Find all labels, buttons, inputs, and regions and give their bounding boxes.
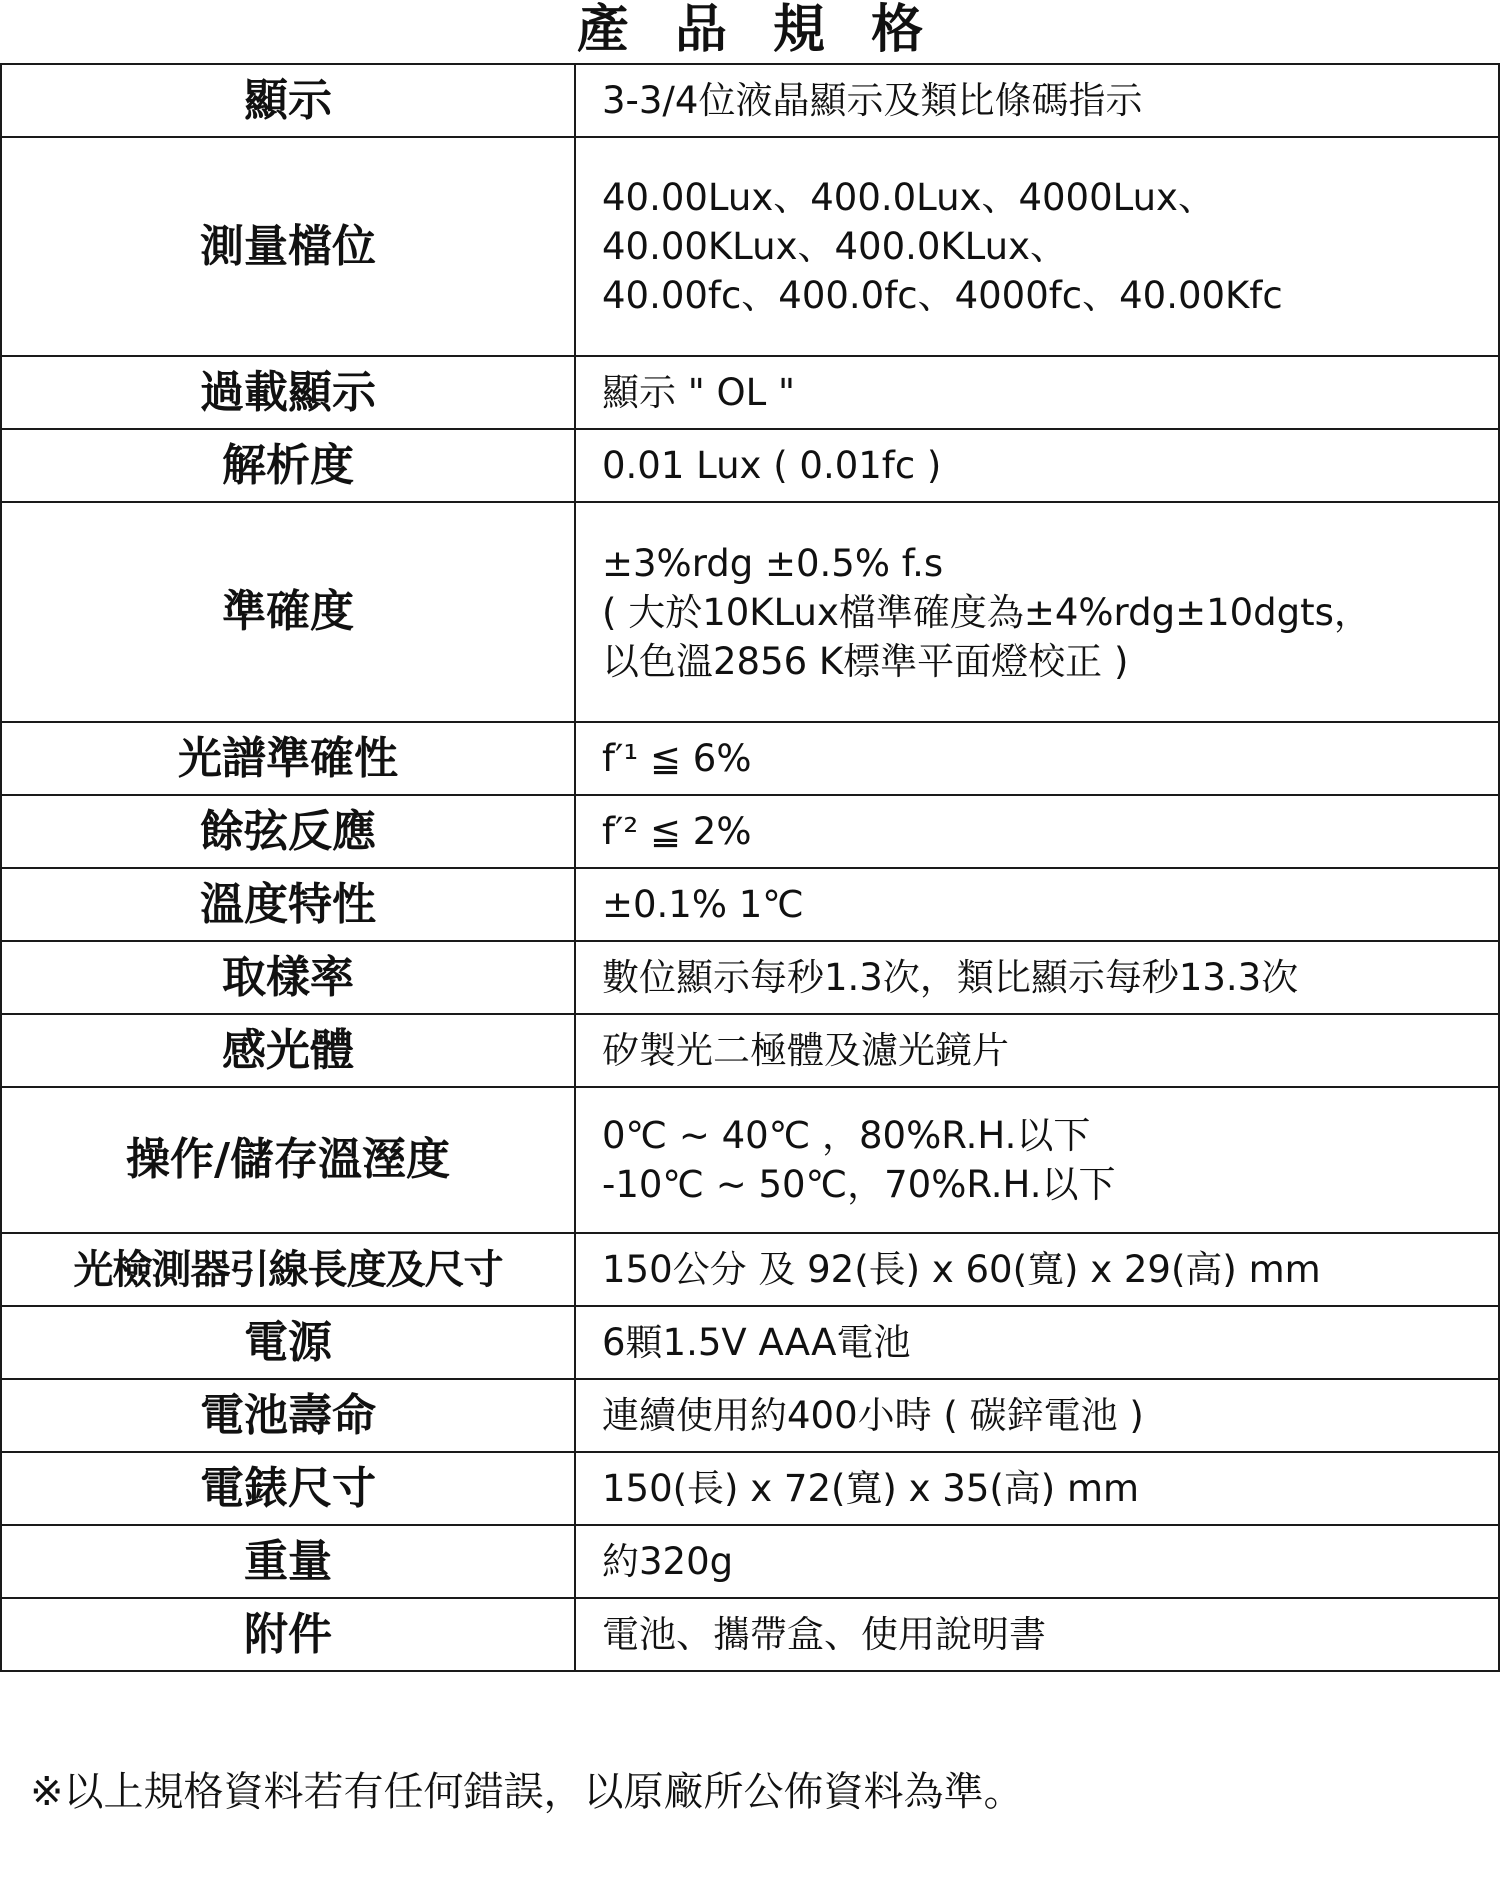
spec-label: 操作/儲存溫溼度 (1, 1087, 575, 1233)
spec-value-line: 矽製光二極體及濾光鏡片 (602, 1029, 1009, 1072)
spec-value-line: 0℃ ~ 40℃ ，80%R.H.以下 (602, 1114, 1091, 1157)
spec-value-line: 150公分 及 92(長) x 60(寬) x 29(高) mm (602, 1248, 1321, 1291)
spec-value-line: -10℃ ~ 50℃，70%R.H.以下 (602, 1163, 1116, 1206)
spec-value-line: f′¹ ≦ 6% (602, 737, 752, 780)
spec-value-line: 以色溫2856 K標準平面燈校正 ) (602, 639, 1129, 683)
spec-value-line: 電池、攜帶盒、使用說明書 (602, 1613, 1046, 1656)
spec-value (575, 795, 1499, 868)
spec-table (0, 63, 1500, 1672)
spec-label: 重量 (1, 1525, 575, 1598)
spec-label: 電錶尺寸 (1, 1452, 575, 1525)
table-row (1, 502, 1499, 722)
spec-value-line: f′² ≦ 2% (602, 810, 752, 853)
spec-label: 餘弦反應 (1, 795, 575, 868)
table-row (1, 1598, 1499, 1671)
spec-value (575, 1087, 1499, 1233)
spec-label: 電源 (1, 1306, 575, 1379)
table-row (1, 795, 1499, 868)
spec-value-line: ( 大於10KLux檔準確度為±4%rdg±10dgts， (602, 590, 1371, 634)
spec-value-line: 6顆1.5V AAA電池 (602, 1321, 911, 1364)
table-row (1, 722, 1499, 795)
table-row (1, 1233, 1499, 1306)
spec-label: 過載顯示 (1, 356, 575, 429)
spec-value (575, 356, 1499, 429)
spec-label: 測量檔位 (1, 137, 575, 356)
spec-value-line: 40.00KLux、400.0KLux、 (602, 225, 1067, 268)
table-row (1, 941, 1499, 1014)
spec-value-line: ±3%rdg ±0.5% f.s (602, 541, 944, 585)
spec-value-line: 40.00fc、400.0fc、4000fc、40.00Kfc (602, 274, 1283, 317)
spec-value (575, 941, 1499, 1014)
spec-value (575, 1525, 1499, 1598)
table-row (1, 64, 1499, 137)
spec-value (575, 722, 1499, 795)
spec-value-line: 0.01 Lux ( 0.01fc ) (602, 444, 942, 487)
spec-label: 解析度 (1, 429, 575, 502)
spec-value (575, 1014, 1499, 1087)
spec-label: 感光體 (1, 1014, 575, 1087)
spec-table-body (1, 64, 1499, 1671)
spec-value-line: 數位顯示每秒1.3次，類比顯示每秒13.3次 (602, 956, 1299, 999)
footnote: ※以上規格資料若有任何錯誤，以原廠所公佈資料為準。 (30, 1769, 1024, 1815)
spec-value (575, 1452, 1499, 1525)
spec-value-line: 連續使用約400小時 ( 碳鋅電池 ) (602, 1394, 1144, 1437)
spec-value-line: ±0.1% 1℃ (602, 883, 804, 926)
spec-value (575, 1598, 1499, 1671)
spec-label: 顯示 (1, 64, 575, 137)
spec-label: 電池壽命 (1, 1379, 575, 1452)
spec-value-line: 150(長) x 72(寬) x 35(高) mm (602, 1467, 1140, 1510)
table-row (1, 1087, 1499, 1233)
spec-value (575, 1379, 1499, 1452)
spec-value (575, 64, 1499, 137)
spec-value (575, 868, 1499, 941)
spec-label: 溫度特性 (1, 868, 575, 941)
table-row (1, 1379, 1499, 1452)
spec-value (575, 137, 1499, 356)
spec-value-line: 顯示 " OL " (602, 371, 796, 414)
spec-value (575, 429, 1499, 502)
spec-label: 取樣率 (1, 941, 575, 1014)
spec-value-line: 3-3/4位液晶顯示及類比條碼指示 (602, 79, 1143, 122)
page-title: 產 品 規 格 (576, 0, 938, 60)
spec-value (575, 1233, 1499, 1306)
spec-value (575, 502, 1499, 722)
table-row (1, 1525, 1499, 1598)
table-row (1, 1014, 1499, 1087)
spec-value (575, 1306, 1499, 1379)
table-row (1, 429, 1499, 502)
table-row (1, 356, 1499, 429)
spec-value-line: 約320g (602, 1540, 734, 1583)
spec-label: 附件 (1, 1598, 575, 1671)
table-row (1, 137, 1499, 356)
table-row (1, 1452, 1499, 1525)
table-row (1, 868, 1499, 941)
spec-value-line: 40.00Lux、400.0Lux、4000Lux、 (602, 176, 1215, 219)
table-row (1, 1306, 1499, 1379)
spec-label: 準確度 (1, 502, 575, 722)
spec-label: 光譜準確性 (1, 722, 575, 795)
spec-label: 光檢測器引線長度及尺寸 (1, 1233, 575, 1306)
